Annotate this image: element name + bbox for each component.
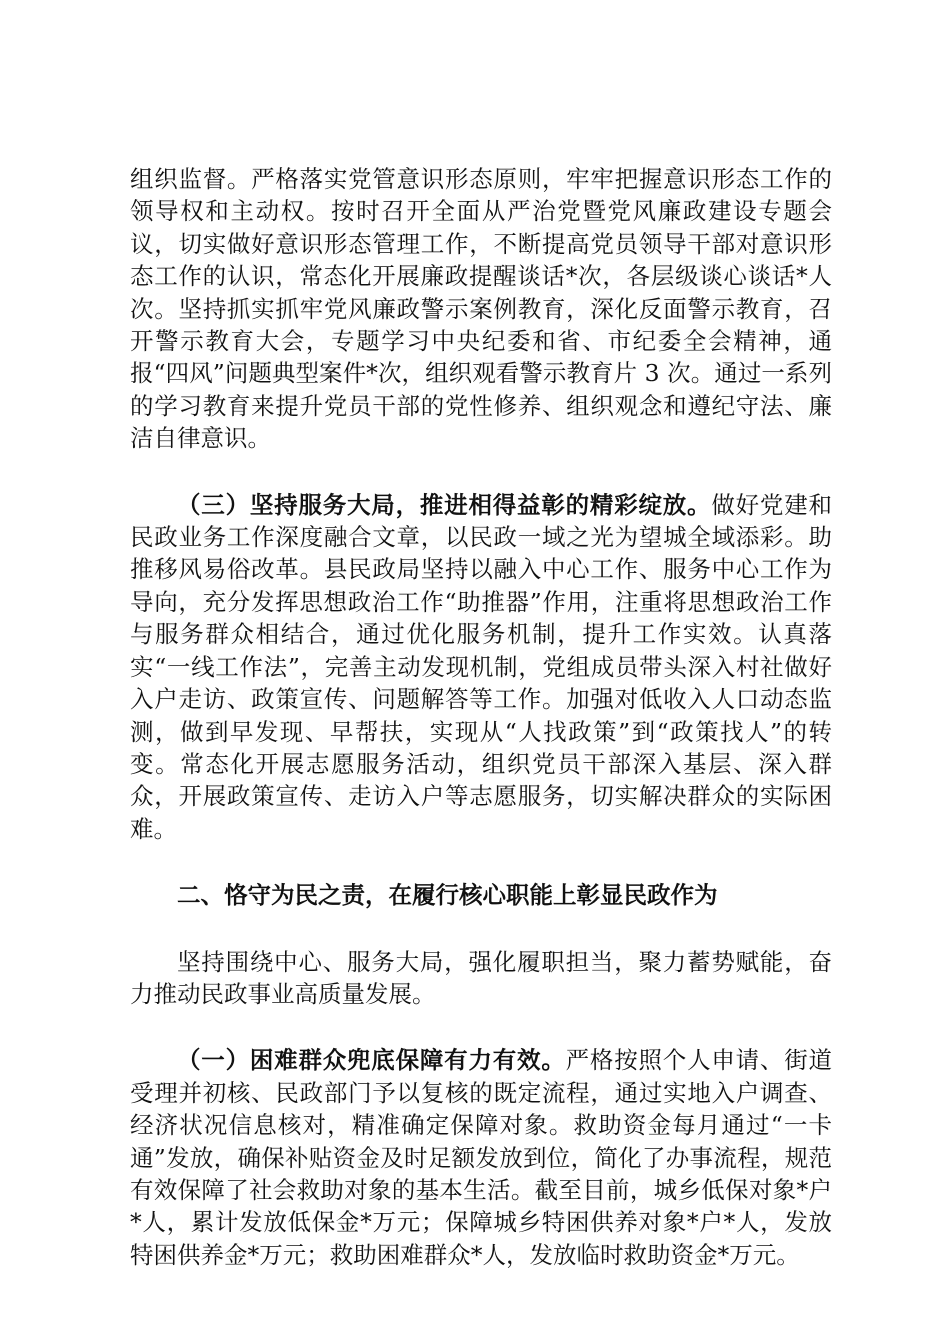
paragraph-intro bbox=[130, 946, 832, 1011]
paragraph-assistance bbox=[130, 1044, 832, 1271]
paragraph-lead: （三）坚持服务大局，推进相得益彰的精彩绽放。 bbox=[177, 490, 712, 519]
section-heading: 二、恪守为民之责，在履行核心职能上彰显民政作为 bbox=[177, 881, 718, 910]
paragraph-text: 组织监督。严格落实党管意识形态原则，牢牢把握意识形态工作的领导权和主动权。按时召开全面从严治党暨党风廉政建设专题会议，切实做好意识形态管理工作，不断提高党员领导干部对意识形态工作的认识，常态化开展廉政提醒谈话*次，各层级谈心谈话*人次。坚持抓实抓牢党风廉政警示案例教育，深化反面警示教育，召开警示教育大会，专题学习中央纪委和省、市纪委全会精神，通报“四风”问题典型案件*次，组织观看警示教育片 3 次。通过一系列的学习教育来提升党员干部的党性修养、组织观念和遵纪守法、廉洁自律意识。 bbox=[130, 165, 832, 453]
paragraph-lead: （一）困难群众兜底保障有力有效。 bbox=[177, 1046, 566, 1075]
paragraph-serve-overall bbox=[130, 489, 832, 845]
paragraph-supervision bbox=[130, 163, 832, 455]
paragraph-text: 严格按照个人申请、街道受理并初核、民政部门予以复核的既定流程，通过实地入户调查、经济状况信息核对，精准确定保障对象。救助资金每月通过“一卡通”发放，确保补贴资金及时足额发放到位，简化了办事流程，规范有效保障了社会救助对象的基本生活。截至目前，城乡低保对象*户*人，累计发放低保金*万元；保障城乡特困供养对象*户*人，发放特困供养金*万元；救助困难群众*人，发放临时救助资金*万元。 bbox=[130, 1046, 833, 1269]
paragraph-text: 做好党建和民政业务工作深度融合文章，以民政一域之光为望城全域添彩。助推移风易俗改革。县民政局坚持以融入中心工作、服务中心工作为导向，充分发挥思想政治工作“助推器”作用，注重将思想政治工作与服务群众相结合，通过优化服务机制，提升工作实效。认真落实“一线工作法”，完善主动发现机制，党组成员带头深入村社做好入户走访、政策宣传、问题解答等工作。加强对低收入人口动态监测，做到早发现、早帮扶，实现从“人找政策”到“政策找人”的转变。常态化开展志愿服务活动，组织党员干部深入基层、深入群众，开展政策宣传、走访入户等志愿服务，切实解决群众的实际困难。 bbox=[130, 490, 833, 843]
paragraph-text: 坚持围绕中心、服务大局，强化履职担当，聚力蓄势赋能，奋力推动民政事业高质量发展。 bbox=[130, 947, 832, 1008]
